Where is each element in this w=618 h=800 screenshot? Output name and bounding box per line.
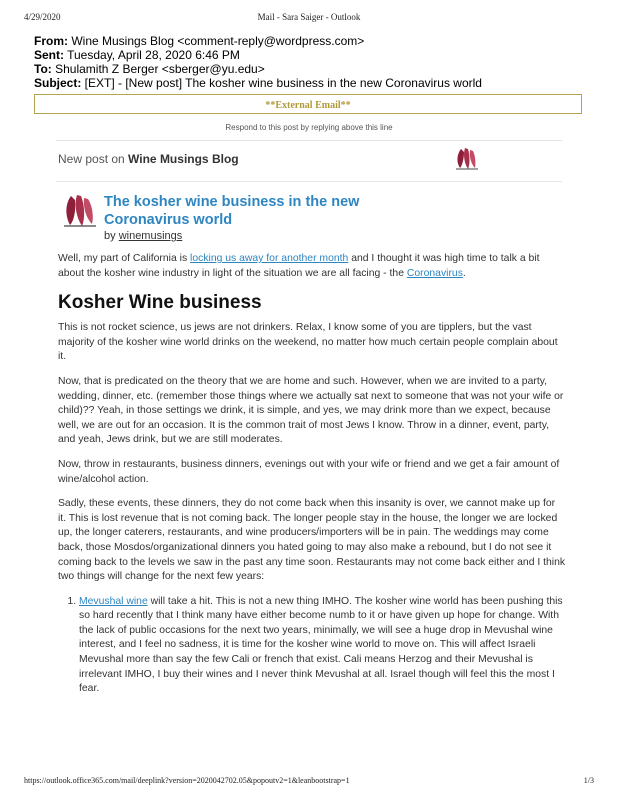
post-content <box>58 252 566 697</box>
list-item <box>79 595 566 697</box>
respond-note: Respond to this post by replying above this line <box>225 123 393 132</box>
external-email-text: **External Email** <box>265 100 351 111</box>
paragraph-4: Sadly, these events, these dinners, they do not come back when this insanity is over, we cannot make up for it. This is lost revenue that is not coming back. The longer people stay in the house, the longer we are locked up, the longer caterers, restaurants, and wine producers/importers will be in pain. The weddings may come back, those Mosdos/organizational dinners you hated going to may also make a rebound, but I do not see it coming back to the levels we saw in the past any time soon. Restaurants may not come back either and I think two things will change for the next few years: <box>58 498 566 583</box>
divider <box>56 181 562 182</box>
mevushal-link[interactable]: Mevushal wine <box>79 595 148 607</box>
to-value: Shulamith Z Berger <sberger@yu.edu> <box>51 62 265 76</box>
post-title[interactable]: The kosher wine business in the new Coronavirus world <box>104 194 360 228</box>
from-row <box>34 34 598 48</box>
from-value: Wine Musings Blog <comment-reply@wordpress.com> <box>68 34 365 48</box>
locking-link[interactable]: locking us away for another month <box>190 253 349 264</box>
external-email-banner <box>34 94 582 114</box>
subject-value: [EXT] - [New post] The kosher wine business in the new Coronavirus world <box>81 76 482 90</box>
blog-logo-icon[interactable] <box>60 192 100 230</box>
print-footer <box>24 776 594 785</box>
new-post-prefix: New post on <box>58 152 129 166</box>
coronavirus-link[interactable]: Coronavirus <box>406 267 463 279</box>
to-row <box>34 62 598 76</box>
from-label: From: <box>34 34 68 48</box>
intro-paragraph <box>58 252 566 281</box>
intro-text: and I thought it was high time to talk a bit about the kosher wine industry in light of the situation we are all facing - the <box>58 253 540 279</box>
sent-label: Sent: <box>34 48 64 62</box>
intro-text: Well, my part of California is <box>58 253 191 264</box>
blog-logo-icon[interactable] <box>452 146 482 172</box>
byline <box>104 230 182 242</box>
intro-text: . <box>462 267 466 279</box>
divider <box>56 140 562 141</box>
subject-row <box>34 76 598 90</box>
print-title: Mail - Sara Saiger - Outlook <box>257 12 361 22</box>
paragraph-2: Now, that is predicated on the theory that we are home and such. However, when we are invited to a party, wedding, dinner, etc. (remember those things where we actually sat next to someone that was not your wife or child)?? Yeah, in those settings we drink, it is simple, and yes, we may drink more than we expect, because well, we are out for an occasion. It is the common trait of most Jews I know. Throw in a dinner, event, party, and yeah, Jews drink, but we are still moderates. <box>58 375 564 446</box>
paragraph-3: Now, throw in restaurants, business dinners, evenings out with your wife or friend and we get a fair amount of wine/alcohol action. <box>58 458 560 485</box>
print-date: 4/29/2020 <box>24 12 61 22</box>
author-link[interactable]: winemusings <box>118 230 183 242</box>
sent-row <box>34 48 598 62</box>
by-label: by <box>104 230 119 242</box>
mail-headers <box>34 34 598 90</box>
print-header <box>24 12 594 26</box>
to-label: To: <box>34 62 52 76</box>
subject-label: Subject: <box>34 76 82 90</box>
ordered-list <box>58 595 566 697</box>
section-heading: Kosher Wine business <box>58 292 262 314</box>
new-post-line <box>58 152 239 166</box>
list-item-text: will take a hit. This is not a new thing IMHO. The kosher wine world has been pushing this so hard recently that I think many have either become numb to it or have given up hope for change. With the lack of public occasions for the next two years, minimally, we will see a huge drop in Mevushal wine interest, and I feel no sadness, it is time for the kosher wine world to move on. This will affect Israeli Mevushal more than say the few Cali or french that exist. Cali means Herzog and their Mevushal is irrelevant IMHO, I buy their wines and I never think Mevushal at all. Israel though will feel this the most I fear. <box>79 595 563 695</box>
print-url: https://outlook.office365.com/mail/deeplink?version=2020042702.05&popoutv2=1&leanbootstrap=1 <box>24 776 350 785</box>
blog-name[interactable]: Wine Musings Blog <box>128 152 239 166</box>
page-number: 1/3 <box>583 776 594 785</box>
paragraph-1: This is not rocket science, us jews are not drinkers. Relax, I know some of you are tipplers, but the vast majority of the kosher wine world drinks on the weekend, no matter how much certain people complain about it. <box>58 322 558 363</box>
sent-value: Tuesday, April 28, 2020 6:46 PM <box>64 48 240 62</box>
